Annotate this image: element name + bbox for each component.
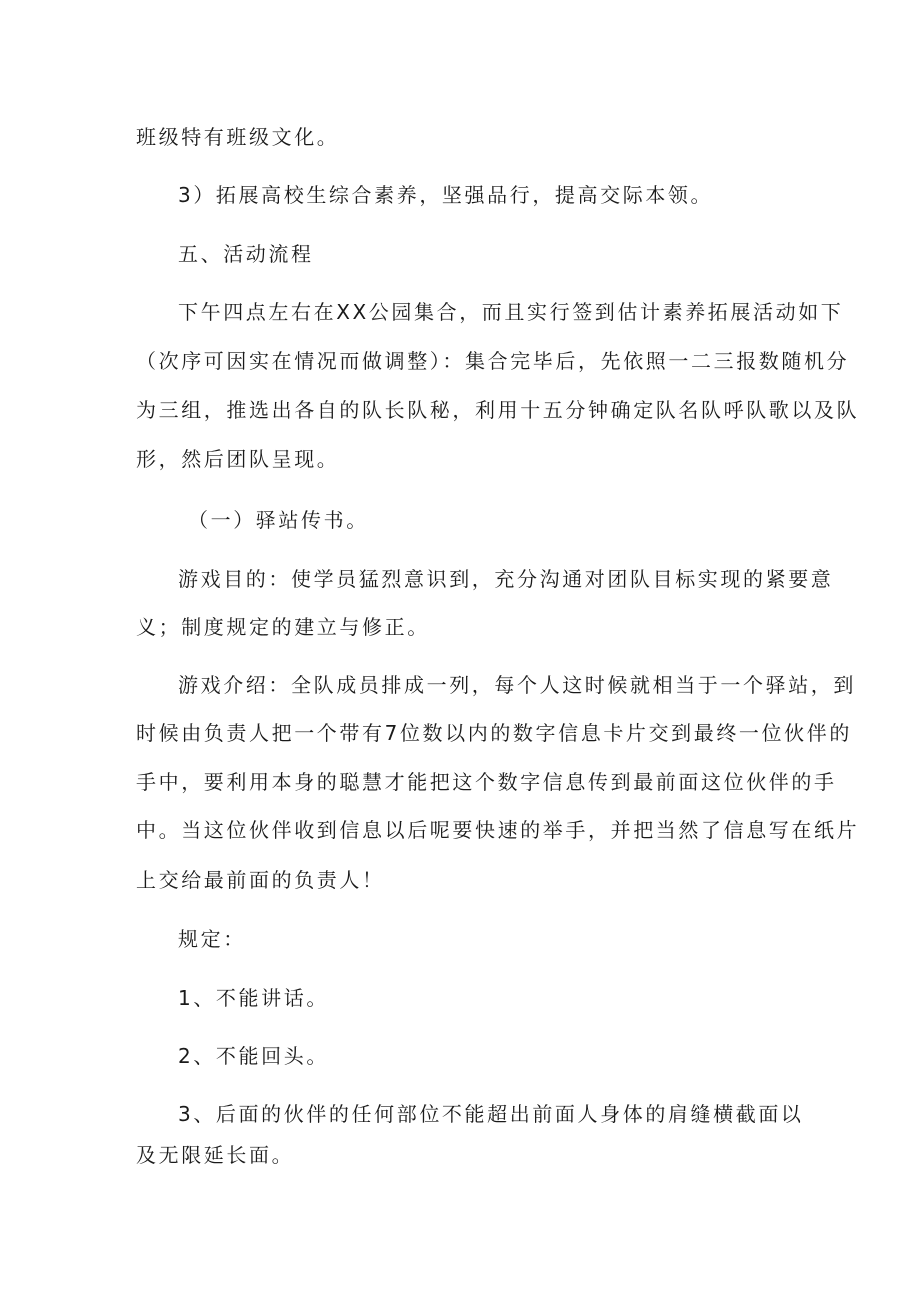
subsection-heading: （一）驿站传书。 [188, 508, 369, 532]
list-item: 1、不能讲话。 [178, 986, 329, 1010]
paragraph-line: 班级特有班级文化。 [136, 125, 340, 149]
paragraph-line: 游戏目的：使学员猛烈意识到，充分沟通对团队目标实现的紧要意 [178, 567, 834, 591]
paragraph-line: 义；制度规定的建立与修正。 [136, 615, 430, 639]
paragraph-line: 下午四点左右在XX公园集合，而且实行签到估计素养拓展活动如下 [178, 300, 844, 324]
paragraph-line: 规定： [178, 927, 246, 951]
paragraph-line: 形，然后团队呈现。 [136, 447, 340, 471]
paragraph-line: （次序可因实在情况而做调整）：集合完毕后，先依照一二三报数随机分 [136, 349, 850, 373]
list-item: 2、不能回头。 [178, 1044, 329, 1068]
paragraph-line: 为三组，推选出各自的队长队秘，利用十五分钟确定队名队呼队歌以及队 [136, 398, 860, 422]
paragraph-line: 时候由负责人把一个带有7位数以内的数字信息卡片交到最终一位伙伴的 [136, 721, 852, 745]
paragraph-line: 3）拓展高校生综合素养，坚强品行，提高交际本领。 [178, 183, 714, 207]
paragraph-line: 中。当这位伙伴收到信息以后呢要快速的举手，并把当然了信息写在纸片 [136, 818, 860, 842]
paragraph-line: 手中，要利用本身的聪慧才能把这个数字信息传到最前面这位伙伴的手 [136, 770, 837, 794]
list-item: 3、后面的伙伴的任何部位不能超出前面人身体的肩缝横截面以 [178, 1102, 804, 1126]
paragraph-line: 及无限延长面。 [136, 1143, 295, 1167]
paragraph-line: 上交给最前面的负责人！ [136, 868, 385, 892]
section-heading: 五、活动流程 [178, 242, 314, 266]
paragraph-line: 游戏介绍：全队成员排成一列，每个人这时候就相当于一个驿站，到 [178, 673, 856, 697]
